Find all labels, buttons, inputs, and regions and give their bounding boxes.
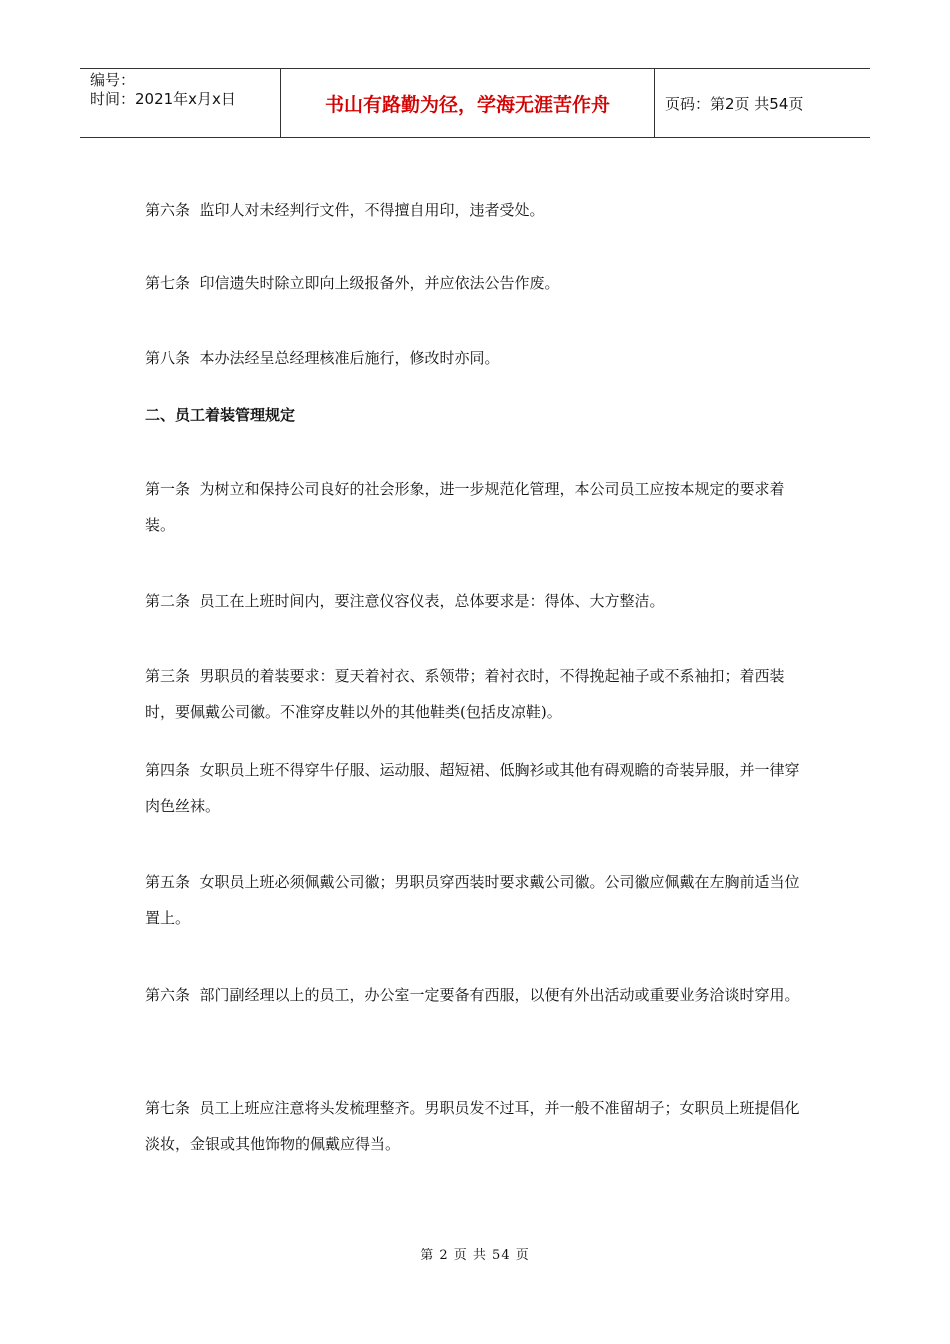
article-paragraph: 第七条 印信遗失时除立即向上级报备外，并应依法公告作废。 (145, 274, 560, 292)
header-page-info: 页码：第2页 共54页 (665, 94, 804, 113)
article-paragraph: 第三条 男职员的着装要求：夏天着衬衣、系领带；着衬衣时，不得挽起袖子或不系袖扣；着西装时，要佩戴公司徽。不准穿皮鞋以外的其他鞋类(包括皮凉鞋)。 (145, 667, 785, 721)
article-paragraph: 第七条 员工上班应注意将头发梳理整齐。男职员发不过耳，并一般不准留胡子；女职员上班提倡化淡妆，金银或其他饰物的佩戴应得当。 (145, 1099, 800, 1153)
article-paragraph: 第五条 女职员上班必须佩戴公司徽；男职员穿西装时要求戴公司徽。公司徽应佩戴在左胸前适当位置上。 (145, 873, 800, 927)
document-code-label: 编号： (90, 71, 136, 89)
article-paragraph: 第四条 女职员上班不得穿牛仔服、运动服、超短裙、低胸衫或其他有碍观瞻的奇装异服，并一律穿肉色丝袜。 (145, 761, 800, 815)
article-paragraph: 第六条 监印人对未经判行文件，不得擅自用印，违者受处。 (145, 201, 545, 219)
section-heading: 二、员工着装管理规定 (145, 406, 296, 424)
document-date: 时间：2021年x月x日 (90, 90, 236, 108)
article-paragraph: 第二条 员工在上班时间内，要注意仪容仪表，总体要求是：得体、大方整洁。 (145, 592, 665, 610)
article-paragraph: 第六条 部门副经理以上的员工，办公室一定要备有西服，以便有外出活动或重要业务洽谈时穿用。 (145, 986, 800, 1004)
page-footer: 第 2 页 共 54 页 (420, 1248, 530, 1263)
article-paragraph: 第八条 本办法经呈总经理核准后施行，修改时亦同。 (145, 349, 500, 367)
header-meta (80, 69, 281, 137)
header-motto: 书山有路勤为径，学海无涯苦作舟 (281, 69, 655, 137)
page-header (80, 68, 870, 138)
article-paragraph: 第一条 为树立和保持公司良好的社会形象，进一步规范化管理，本公司员工应按本规定的要求着装。 (145, 480, 785, 534)
